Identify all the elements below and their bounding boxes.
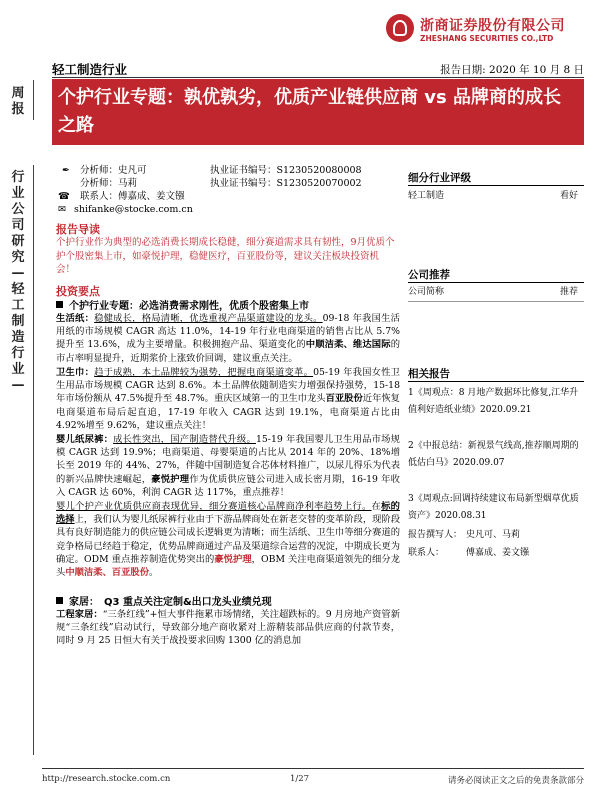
phone-icon: ☎ bbox=[58, 191, 70, 202]
subsection-1: 个护行业专题：必选消费需求刚性，优质个股密集上市 bbox=[56, 297, 309, 312]
brand-logo bbox=[386, 12, 586, 52]
related-report-3[interactable]: 3《周观点:回调持续建议布局新型烟草优质资产》2020.08.31 bbox=[408, 494, 579, 521]
left-bar-line-top bbox=[33, 80, 34, 120]
author-label: 报告撰写人： bbox=[408, 530, 463, 540]
recommend-row-divider bbox=[408, 301, 584, 302]
page-number: 1/27 bbox=[290, 774, 310, 784]
analyst-2: 分析师：马莉 bbox=[80, 178, 138, 189]
contact-label: 联系人： bbox=[408, 548, 445, 558]
key-points-heading: 投资要点 bbox=[56, 285, 100, 298]
related-report-1[interactable]: 1《周观点：8 月地产数据环比修复,江华升值利好造纸业绩》2020.09.21 bbox=[408, 388, 579, 415]
contacts: 联系人：傅嘉成、姜文镪 bbox=[80, 191, 185, 202]
email-icon: ✉ bbox=[58, 204, 66, 215]
bullet-square-icon bbox=[56, 301, 63, 308]
paragraph-sanitary: 卫生巾：趋于成熟，本土品牌较为强势，把握电商渠道变革。05-19 年我国女性卫生用品市场规模 CAGR 达到 8.6%。本土品牌依随制造实力增强保持强势，15-18 年市场份额从 47.5%提升至 48.7%。重庆区域第一的卫生巾龙头百亚股份近年恢复电商渠道布局后起直追，17-19 年收入 CAGR 达到 19.1%，电商渠道占比由 4.92%增至 9.62%，建议重点关注！ bbox=[56, 367, 400, 431]
report-title: 个护行业专题：孰优孰劣，优质产业链供应商 vs 品牌商的成长之路 bbox=[58, 87, 561, 136]
brand-name-cn: 浙商证券股份有限公司 bbox=[420, 18, 565, 34]
header-divider bbox=[52, 77, 584, 78]
brand-name-en: ZHESHANG SECURITIES CO.,LTD bbox=[420, 34, 554, 43]
footer-divider bbox=[42, 768, 584, 769]
related-report-2[interactable]: 2《中报总结：新视景气线高,推荐顺周期的低估白马》2020.09.07 bbox=[408, 441, 579, 468]
bullet-square-icon bbox=[56, 597, 63, 604]
intro-heading: 报告导读 bbox=[56, 223, 100, 236]
rating-value: 看好 bbox=[560, 191, 579, 201]
recommend-divider bbox=[408, 282, 584, 283]
email-address[interactable]: shifanke@stocke.com.cn bbox=[74, 204, 193, 215]
recommend-heading: 公司推荐 bbox=[408, 269, 450, 281]
paragraph-engineering-home: 工程家居：“三条红线”+恒大事件拖累市场情绪，关注超跌标的。9 月房地产资管新规“三条红线”启动试行，导致部分地产商收紧对上游精装部品供应商的付款节奏，同时 9 月 25 日恒大有关于战投要求回购 1300 亿的消息加 bbox=[56, 609, 400, 647]
paragraph-diaper: 婴儿纸尿裤：成长性突出，国产制造替代升级。15-19 年我国婴儿卫生用品市场规模 CAGR 达到 19.9%；电商渠道、母婴渠道的占比从 2014 年的 20%、18%增长至 2019 年的 44%、27%，伴随中国制造复合芯体材料推广，以尿儿得乐为代表的新兴品牌快速崛起，豪悦护理作为优质供应链公司进入成长密月期，16-19 年收入 CAGR 达 60%，利润 CAGR 达 117%，重点推荐！ bbox=[56, 434, 400, 498]
paragraph-selection: 婴儿个护产业优质供应商表现优异，细分赛道核心品牌商净利率趋势上行。在标的选择上，我们认为婴儿纸尿裤行业由于下游品牌商处在新老交替的变革阶段，现阶段具有良好制造能力的供应链公司成长逻辑更为清晰；而生活纸、卫生巾等细分赛道的竞争格局已经趋于稳定，优势品牌商通过产品及渠道综合运营的况淀，中期成长更为确定。ODM 重点推荐制造优势突出的豪悦护理，OBM 关注电商渠道领先的细分龙头中顺洁柔、百亚股份。 bbox=[56, 501, 401, 579]
rating-industry: 轻工制造 bbox=[408, 191, 445, 201]
related-divider bbox=[408, 381, 584, 382]
left-bar-type: 周报 bbox=[11, 86, 25, 117]
left-bar-line bbox=[33, 165, 34, 755]
analyst-1: 分析师：史凡可 bbox=[80, 165, 147, 176]
contact-value: 傅嘉成、姜文镪 bbox=[466, 548, 530, 558]
recommend-col-name: 公司简称 bbox=[408, 287, 445, 297]
footer-disclaimer: 请务必阅读正文之后的免责条款部分 bbox=[447, 776, 584, 786]
footer-url[interactable]: http://research.stocke.com.cn bbox=[42, 774, 171, 784]
paragraph-tissue: 生活纸：稳健成长，格局清晰，优选重视产品渠道建设的龙头。09-18 年我国生活用纸的市场规模 CAGR 高达 11.0%，14-19 年行业电商渠道的销售占比从 5.7%提升至 13.6%，成为主要增量。积极拥抱产品、渠道变化的中顺洁柔、维达国际的市占率明显提升，近期浆价上涨致价回调，建议重点关注。 bbox=[56, 313, 400, 364]
related-heading: 相关报告 bbox=[408, 368, 450, 380]
rating-heading: 细分行业评级 bbox=[408, 172, 471, 184]
analyst-2-cert: 执业证书编号：S1230520070002 bbox=[210, 178, 362, 189]
intro-text: 个护行业作为典型的必选消费长期成长稳健，细分赛道需求具有韧性，9月优质个护个股密集上市，如豪悦护理，稳健医疗，百亚股份等，建议关注板块投资机会！ bbox=[56, 237, 395, 275]
author-value: 史凡可、马莉 bbox=[466, 530, 521, 540]
left-bar-category: 行业公司研究—轻工制造行业— bbox=[11, 170, 25, 393]
company-logo-icon bbox=[386, 14, 414, 42]
industry-label: 轻工制造行业 bbox=[52, 62, 128, 77]
subsection-2: 家居： Q3 重点关注定制&出口龙头业绩兑现 bbox=[56, 593, 272, 608]
analyst-icon: ✒ bbox=[62, 165, 70, 176]
rating-divider bbox=[408, 185, 584, 186]
recommend-col-rating: 推荐 bbox=[560, 287, 579, 297]
report-date: 报告日期: 2020 年 10 月 8 日 bbox=[440, 64, 584, 76]
analyst-1-cert: 执业证书编号：S1230520080008 bbox=[210, 165, 362, 176]
